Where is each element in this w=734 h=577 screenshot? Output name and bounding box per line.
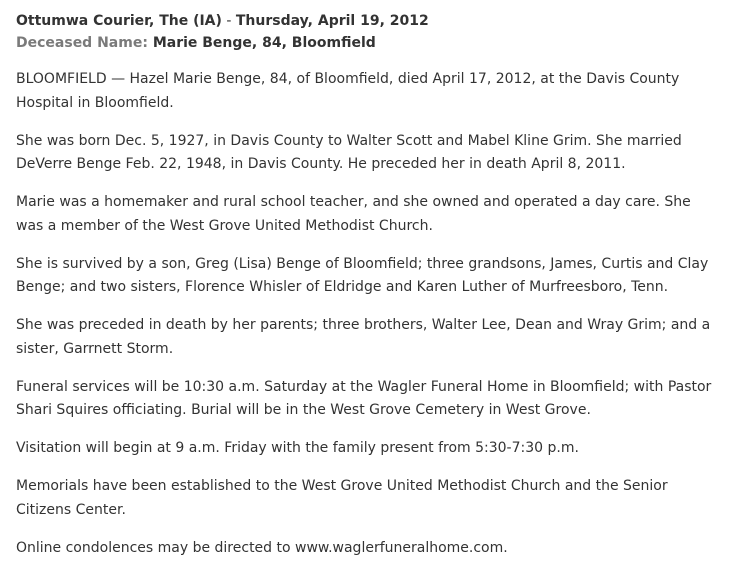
obituary-paragraph: Visitation will begin at 9 a.m. Friday with the family present from 5:30-7:30 p.m.	[16, 440, 579, 456]
obituary-paragraph: Online condolences may be directed to www.waglerfuneralhome.com.	[16, 539, 508, 556]
publication-name: Ottumwa Courier, The (IA)	[16, 13, 222, 29]
obituary-paragraph: She was preceded in death by her parents; three brothers, Walter Lee, Dean and Wray Grim; and a sister, Garrnett Storm.	[16, 317, 711, 357]
obituary-paragraph: Marie was a homemaker and rural school teacher, and she owned and operated a day care. She was a member of the West Grove United Methodist Church.	[16, 194, 691, 234]
obituary-paragraph: She is survived by a son, Greg (Lisa) Benge of Bloomfield; three grandsons, James, Curtis and Clay Benge; and two sisters, Florence Whisler of Eldridge and Karen Luther of Murfreesboro, Tenn.	[16, 255, 709, 295]
deceased-name: Marie Benge, 84, Bloomfield	[152, 35, 376, 51]
publication-date: Thursday, April 19, 2012	[235, 13, 429, 29]
obituary-paragraph: BLOOMFIELD — Hazel Marie Benge, 84, of Bloomfield, died April 17, 2012, at the Davis County Hospital in Bloomfield.	[16, 71, 680, 111]
deceased-line	[16, 32, 724, 54]
obituary-paragraph: Memorials have been established to the West Grove United Methodist Church and the Senior Citizens Center.	[16, 478, 668, 518]
obituary-paragraph: Funeral services will be 10:30 a.m. Saturday at the Wagler Funeral Home in Bloomfield; with Pastor Shari Squires officiating. Burial will be in the West Grove Cemetery in West Grove.	[16, 378, 712, 418]
publication-line	[16, 10, 724, 32]
header-separator: -	[221, 13, 236, 29]
obituary-paragraph: She was born Dec. 5, 1927, in Davis County to Walter Scott and Mabel Kline Grim. She married DeVerre Benge Feb. 22, 1948, in Davis County. He preceded her in death April 8, 2011.	[16, 132, 682, 172]
deceased-label: Deceased Name:	[16, 35, 148, 51]
obituary-body	[16, 68, 724, 560]
